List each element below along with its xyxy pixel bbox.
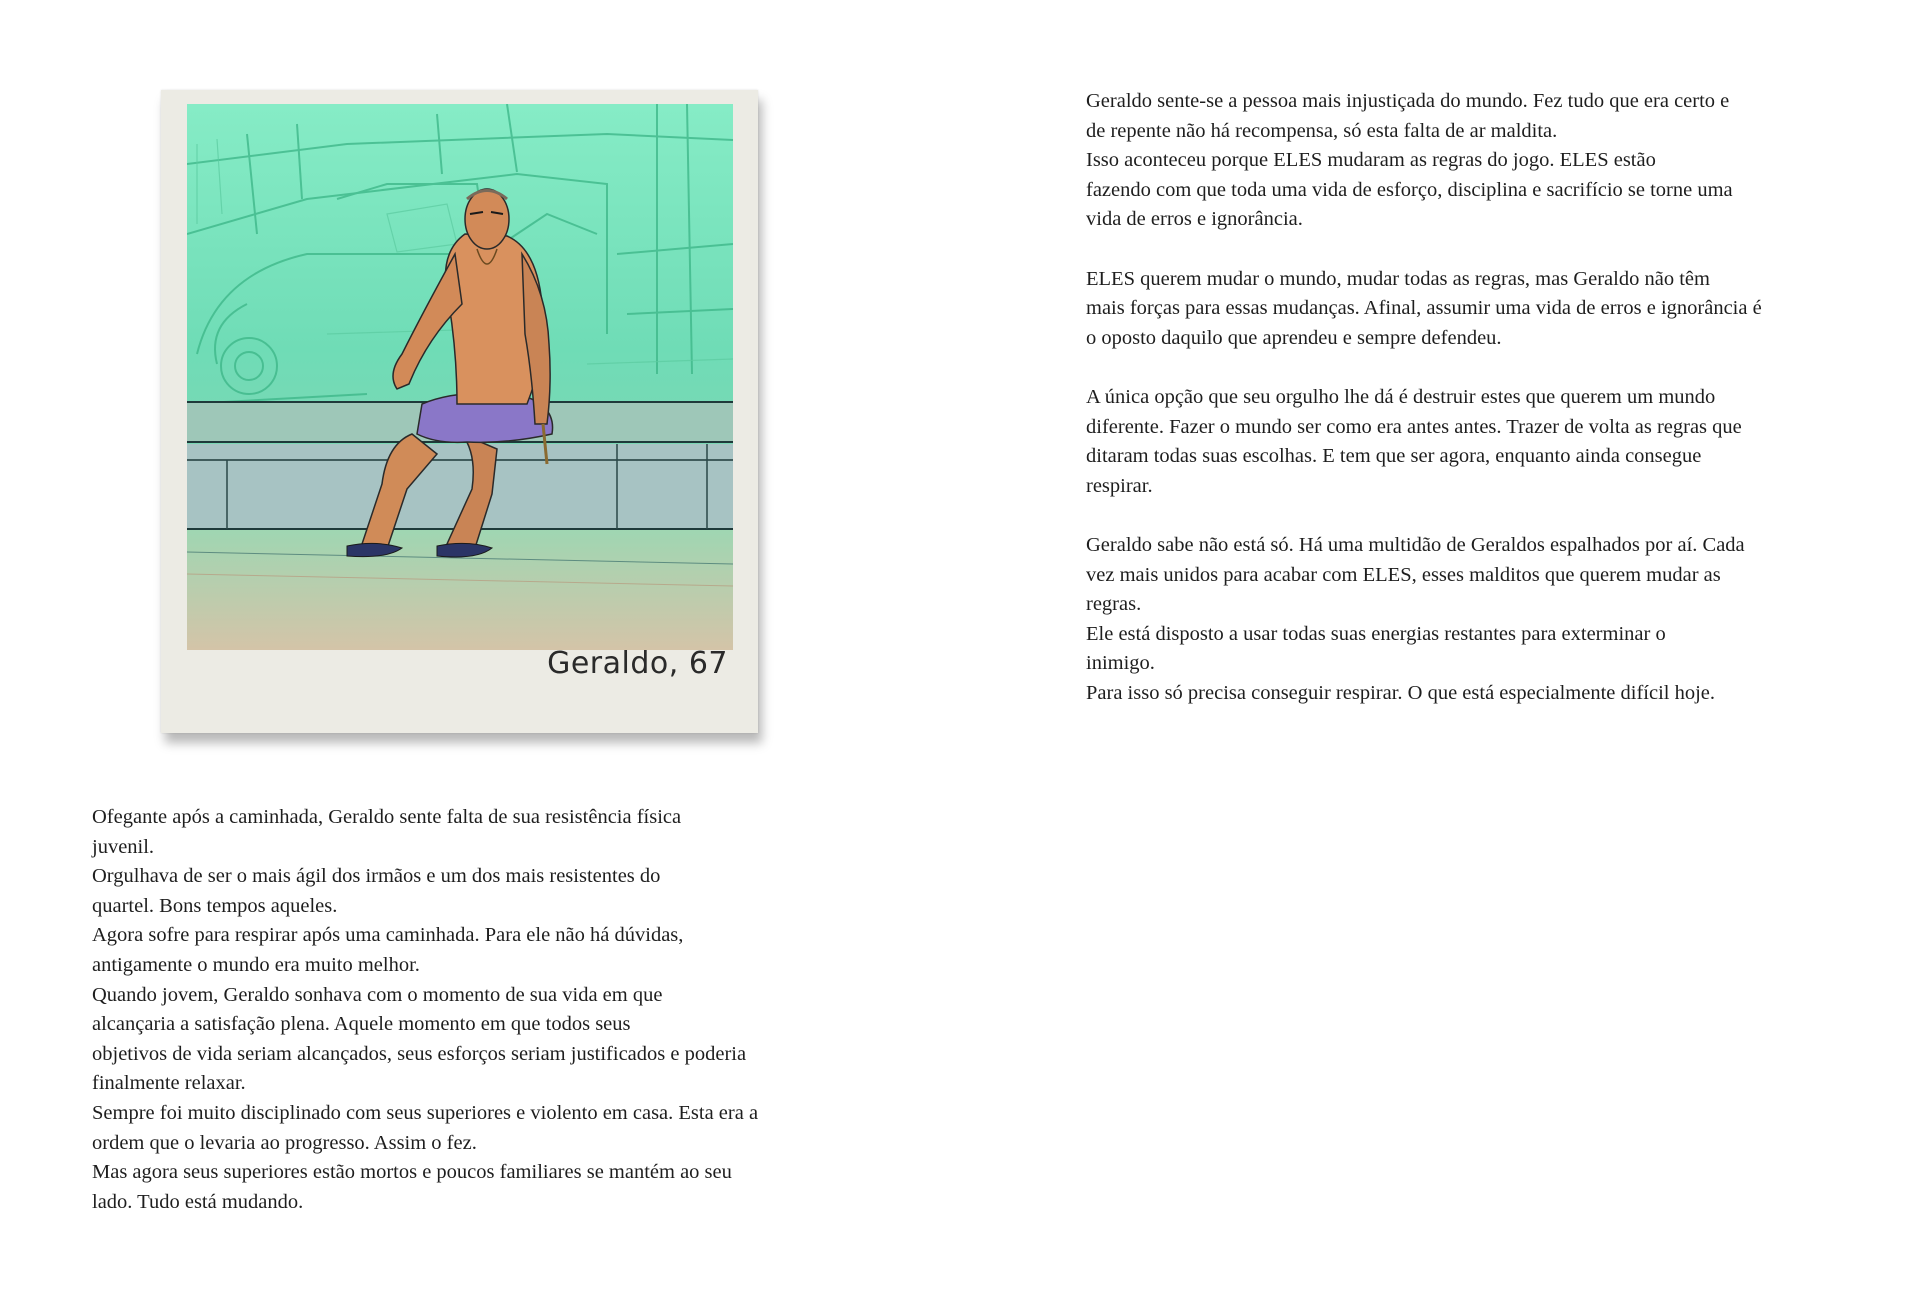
text-line: mais forças para essas mudanças. Afinal, assumir uma vida de erros e ignorância é	[1086, 297, 1762, 320]
text-line: A única opção que seu orgulho lhe dá é destruir estes que querem um mundo	[1086, 385, 1716, 408]
text-line: Geraldo sabe não está só. Há uma multidão de Geraldos espalhados por aí. Cada	[1086, 533, 1745, 556]
text-line: juvenil.	[92, 835, 155, 858]
text-line: de repente não há recompensa, só esta falta de ar maldita.	[1086, 119, 1558, 142]
text-line: vida de erros e ignorância.	[1086, 208, 1303, 231]
text-line: Quando jovem, Geraldo sonhava com o momento de sua vida em que	[92, 983, 663, 1006]
text-line: respirar.	[1086, 474, 1153, 497]
text-line: Ele está disposto a usar todas suas energias restantes para exterminar o	[1086, 622, 1666, 645]
text-line: Agora sofre para respirar após uma caminhada. Para ele não há dúvidas,	[92, 924, 684, 947]
text-line: vez mais unidos para acabar com ELES, esses malditos que querem mudar as	[1086, 563, 1721, 586]
text-line: o oposto daquilo que aprendeu e sempre defendeu.	[1086, 326, 1502, 349]
text-line: alcançaria a satisfação plena. Aquele momento em que todos seus	[92, 1013, 631, 1036]
text-line: Mas agora seus superiores estão mortos e poucos familiares se mantém ao seu	[92, 1161, 732, 1184]
paragraph-gap	[1086, 353, 1762, 383]
text-line: Geraldo sente-se a pessoa mais injustiçada do mundo. Fez tudo que era certo e	[1086, 90, 1730, 112]
text-line: inimigo.	[1086, 652, 1155, 675]
text-line: quartel. Bons tempos aqueles.	[92, 894, 338, 917]
text-line: Orgulhava de ser o mais ágil dos irmãos e um dos mais resistentes do	[92, 865, 661, 888]
polaroid-frame	[161, 90, 758, 733]
paragraph-gap	[1086, 501, 1762, 531]
left-body-text	[92, 803, 758, 1217]
paragraph-gap	[1086, 235, 1762, 265]
text-line: Para isso só precisa conseguir respirar. O que está especialmente difícil hoje.	[1086, 681, 1716, 704]
text-line: regras.	[1086, 593, 1142, 616]
text-line: diferente. Fazer o mundo ser como era antes antes. Trazer de volta as regras que	[1086, 415, 1742, 438]
text-line: finalmente relaxar.	[92, 1072, 246, 1095]
text-line: fazendo com que toda uma vida de esforço, disciplina e sacrifício se torne uma	[1086, 178, 1733, 201]
text-line: lado. Tudo está mudando.	[92, 1190, 304, 1213]
text-line: Sempre foi muito disciplinado com seus superiores e violento em casa. Esta era a	[92, 1101, 759, 1124]
photo-caption: Geraldo, 67	[547, 646, 728, 681]
text-line: antigamente o mundo era muito melhor.	[92, 953, 420, 976]
text-line: Ofegante após a caminhada, Geraldo sente falta de sua resistência física	[92, 806, 682, 828]
text-line: ditaram todas suas escolhas. E tem que ser agora, enquanto ainda consegue	[1086, 445, 1702, 468]
text-line: ordem que o levaria ao progresso. Assim o fez.	[92, 1131, 477, 1154]
right-body-text	[1086, 87, 1762, 708]
illustration-man-sitting	[187, 104, 733, 650]
text-line: objetivos de vida seriam alcançados, seus esforços seriam justificados e poderia	[92, 1042, 747, 1065]
text-line: Isso aconteceu porque ELES mudaram as regras do jogo. ELES estão	[1086, 149, 1656, 172]
text-line: ELES querem mudar o mundo, mudar todas as regras, mas Geraldo não têm	[1086, 267, 1710, 290]
